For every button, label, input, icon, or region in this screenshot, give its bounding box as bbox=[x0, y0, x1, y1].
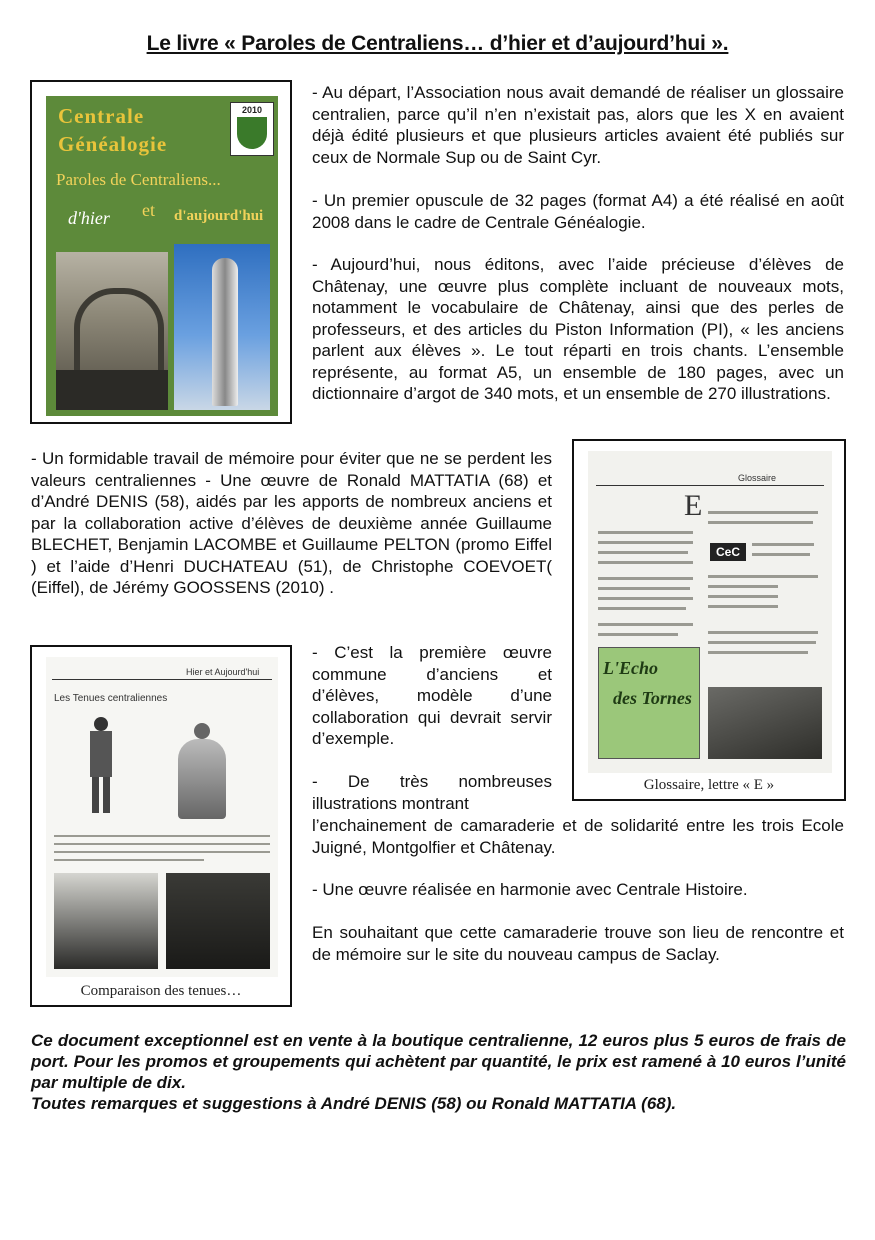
tenues-header: Hier et Aujourd'hui bbox=[186, 667, 260, 677]
tenues-photo-left bbox=[54, 873, 158, 969]
tenues-caption: Comparaison des tenues… bbox=[80, 983, 242, 999]
cover-title-line1: Centrale bbox=[58, 104, 145, 128]
cover-et: et bbox=[142, 200, 155, 220]
tenues-section-title: Les Tenues centraliennes bbox=[54, 693, 168, 704]
paragraph-premiere-oeuvre: - C’est la première œuvre commune d’anciens et d’élèves, modèle d’une collaboration qui devrait servir d’exemple. bbox=[312, 643, 552, 748]
closing-contact: Toutes remarques et suggestions à André DENIS (58) ou Ronald MATTATIA (68). bbox=[31, 1094, 677, 1113]
closing-note bbox=[31, 1030, 846, 1114]
echo-des-tornes-image: L'Echo des Tornes bbox=[598, 647, 700, 759]
paragraph-opuscule: - Un premier opuscule de 32 pages (format A4) a été réalisé en août 2008 dans le cadre de Centrale Généalogie. bbox=[312, 191, 844, 232]
paragraph-centrale-histoire: - Une œuvre réalisée en harmonie avec Centrale Histoire. bbox=[312, 880, 748, 899]
glossary-page bbox=[588, 451, 832, 773]
glossary-header: Glossaire bbox=[738, 473, 777, 483]
page-title: Le livre « Paroles de Centraliens… d’hier et d’aujourd’hui ». bbox=[146, 32, 729, 55]
glossary-photo bbox=[708, 687, 822, 759]
glossary-caption: Glossaire, lettre « E » bbox=[643, 777, 775, 793]
closing-sale-info: Ce document exceptionnel est en vente à la boutique centralienne, 12 euros plus 5 euros de frais de port. Pour les promos et groupements qui achètent par quantité, le prix est ramené à 10 euros l’unité par multiple de dix. bbox=[31, 1031, 846, 1092]
cover-subtitle: Paroles de Centraliens... bbox=[56, 170, 221, 189]
cover-hier: d'hier bbox=[68, 208, 110, 228]
tenues-figure bbox=[30, 645, 292, 1007]
paragraph-aujourdhui: - Aujourd’hui, nous éditons, avec l’aide précieuse d’élèves de Châtenay, une œuvre plus complète incluant de nouveaux mots, notamment le vocabulaire de Châtenay, ainsi que des perles de professeurs, et des articles du Piston Information (PI), « les anciens parlent aux élèves ». Le tout réparti en trois chants. L’ensemble représente, au format A5, un ensemble de 180 pages, avec un dictionnaire d’argot de 340 mots, et un ensemble de 270 illustrations. bbox=[312, 255, 844, 403]
book-cover bbox=[46, 96, 278, 416]
modern-campus-photo bbox=[174, 244, 270, 410]
glossary-figure bbox=[572, 439, 846, 801]
cec-logo: CeC bbox=[710, 543, 746, 561]
cover-aujourdhui: d'aujourd'hui bbox=[174, 208, 264, 224]
old-school-photo bbox=[56, 252, 168, 410]
paragraph-saclay: En souhaitant que cette camaraderie trouve son lieu de rencontre et de mémoire sur le site du nouveau campus de Saclay. bbox=[312, 923, 844, 964]
glossary-letter-e: E bbox=[684, 489, 703, 522]
shield-icon: 2010 bbox=[230, 102, 274, 156]
tenues-page bbox=[46, 657, 278, 977]
paragraph-illustrations-end: l’enchainement de camaraderie et de solidarité entre les trois Ecole Juigné, Montgolfier et Châtenay. bbox=[312, 816, 844, 857]
student-figure-old bbox=[86, 717, 116, 813]
tenues-photo-right bbox=[166, 873, 270, 969]
paragraph-depart: - Au départ, l’Association nous avait demandé de réaliser un glossaire centralien, parce qu’il n’en n’existait pas, alors que les X en avaient déjà édité plusieurs et que plusieurs articles avaient été publiés sur ceux de Normale Sup ou de Saint Cyr. bbox=[312, 83, 844, 167]
paragraph-travail-memoire: - Un formidable travail de mémoire pour éviter que ne se perdent les valeurs centraliennes - Une œuvre de Ronald MATTATIA (68) et d’André DENIS (58), aidés par les apports de nombreux anciens et par la collaboration active d’élèves de deuxième année Guillaume BLECHET, Benjamin LACOMBE et Guillaume PELTON (promo Eiffel ) et l’aide d’Henri DUCHATEAU (51), de Christophe COEVOET( (Eiffel), de Jérémy GOOSSENS (2010) . bbox=[31, 449, 552, 597]
student-figure-cloak bbox=[174, 723, 230, 819]
book-cover-figure bbox=[30, 80, 292, 424]
paragraph-illustrations-start: - De très nombreuses illustrations montrant bbox=[312, 772, 552, 813]
cover-title-line2: Généalogie bbox=[58, 132, 168, 156]
